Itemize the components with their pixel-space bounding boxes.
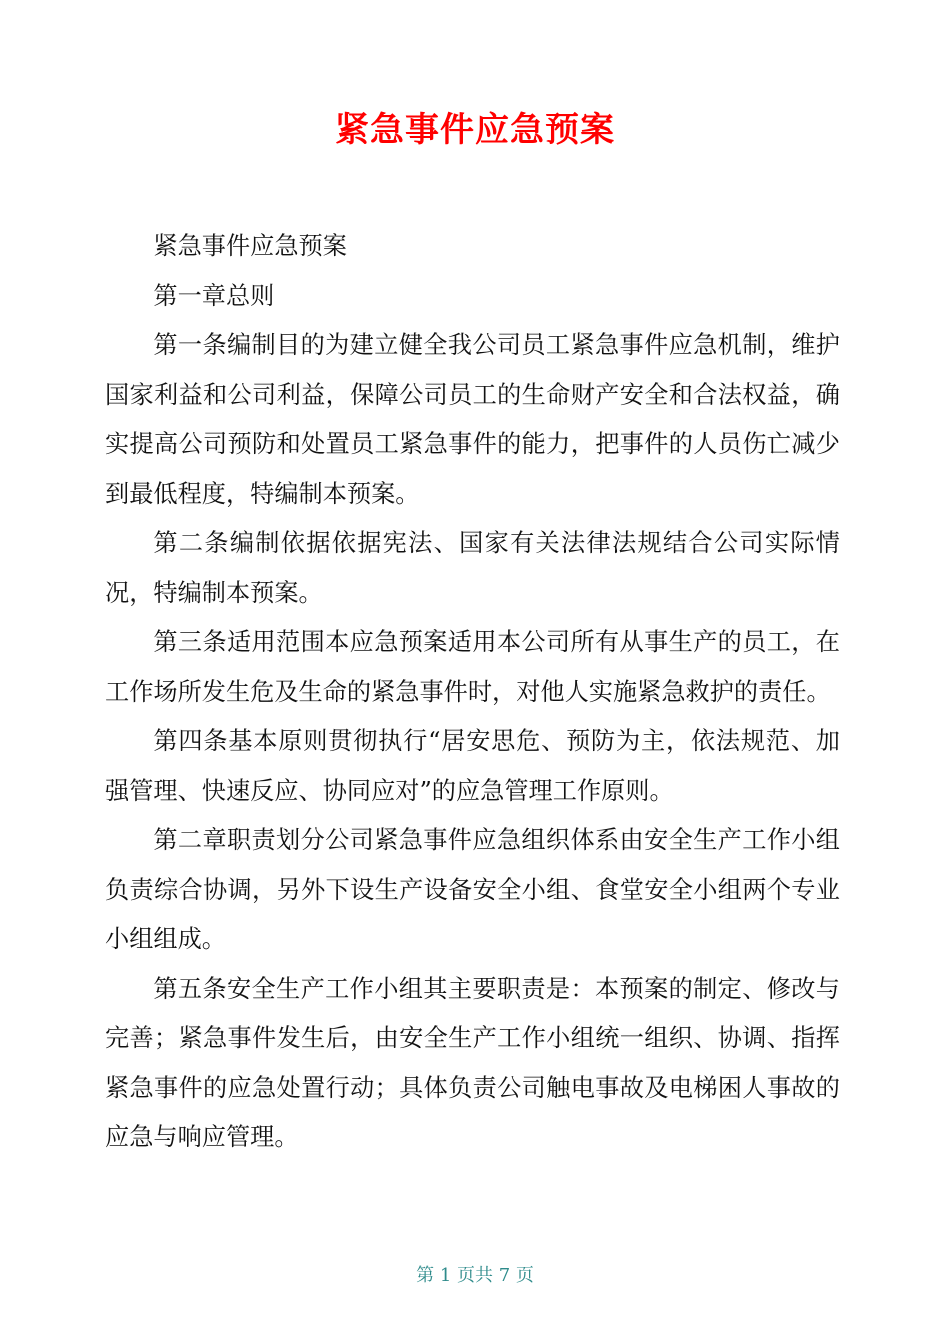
document-title: 紧急事件应急预案 <box>335 110 615 150</box>
paragraph-chapter-1: 第一章总则 <box>153 281 275 310</box>
page-number-footer: 第 1 页共 7 页 <box>416 1265 534 1286</box>
paragraph-heading: 紧急事件应急预案 <box>153 232 347 260</box>
paragraph-chapter-2: 第二章职责划分公司紧急事件应急组织体系由安全生产工作小组负责综合协调，另外下设生产设备安全小组、食堂安全小组两个专业小组组成。 <box>105 826 840 953</box>
paragraph-article-3: 第三条适用范围本应急预案适用本公司所有从事生产的员工，在工作场所发生危及生命的紧急事件时，对他人实施紧急救护的责任。 <box>105 628 840 706</box>
paragraph-article-2: 第二条编制依据依据宪法、国家有关法律法规结合公司实际情况，特编制本预案。 <box>105 529 840 607</box>
paragraph-article-5: 第五条安全生产工作小组其主要职责是：本预案的制定、修改与完善；紧急事件发生后，由安全生产工作小组统一组织、协调、指挥紧急事件的应急处置行动；具体负责公司触电事故及电梯困人事故的应急与响应管理。 <box>105 974 840 1151</box>
paragraph-article-1: 第一条编制目的为建立健全我公司员工紧急事件应急机制，维护国家利益和公司利益，保障公司员工的生命财产安全和合法权益，确实提高公司预防和处置员工紧急事件的能力，把事件的人员伤亡减少到最低程度，特编制本预案。 <box>105 331 840 508</box>
paragraph-article-4: 第四条基本原则贯彻执行“居安思危、预防为主，依法规范、加强管理、快速反应、协同应对”的应急管理工作原则。 <box>105 727 840 805</box>
document-body <box>105 222 840 1163</box>
